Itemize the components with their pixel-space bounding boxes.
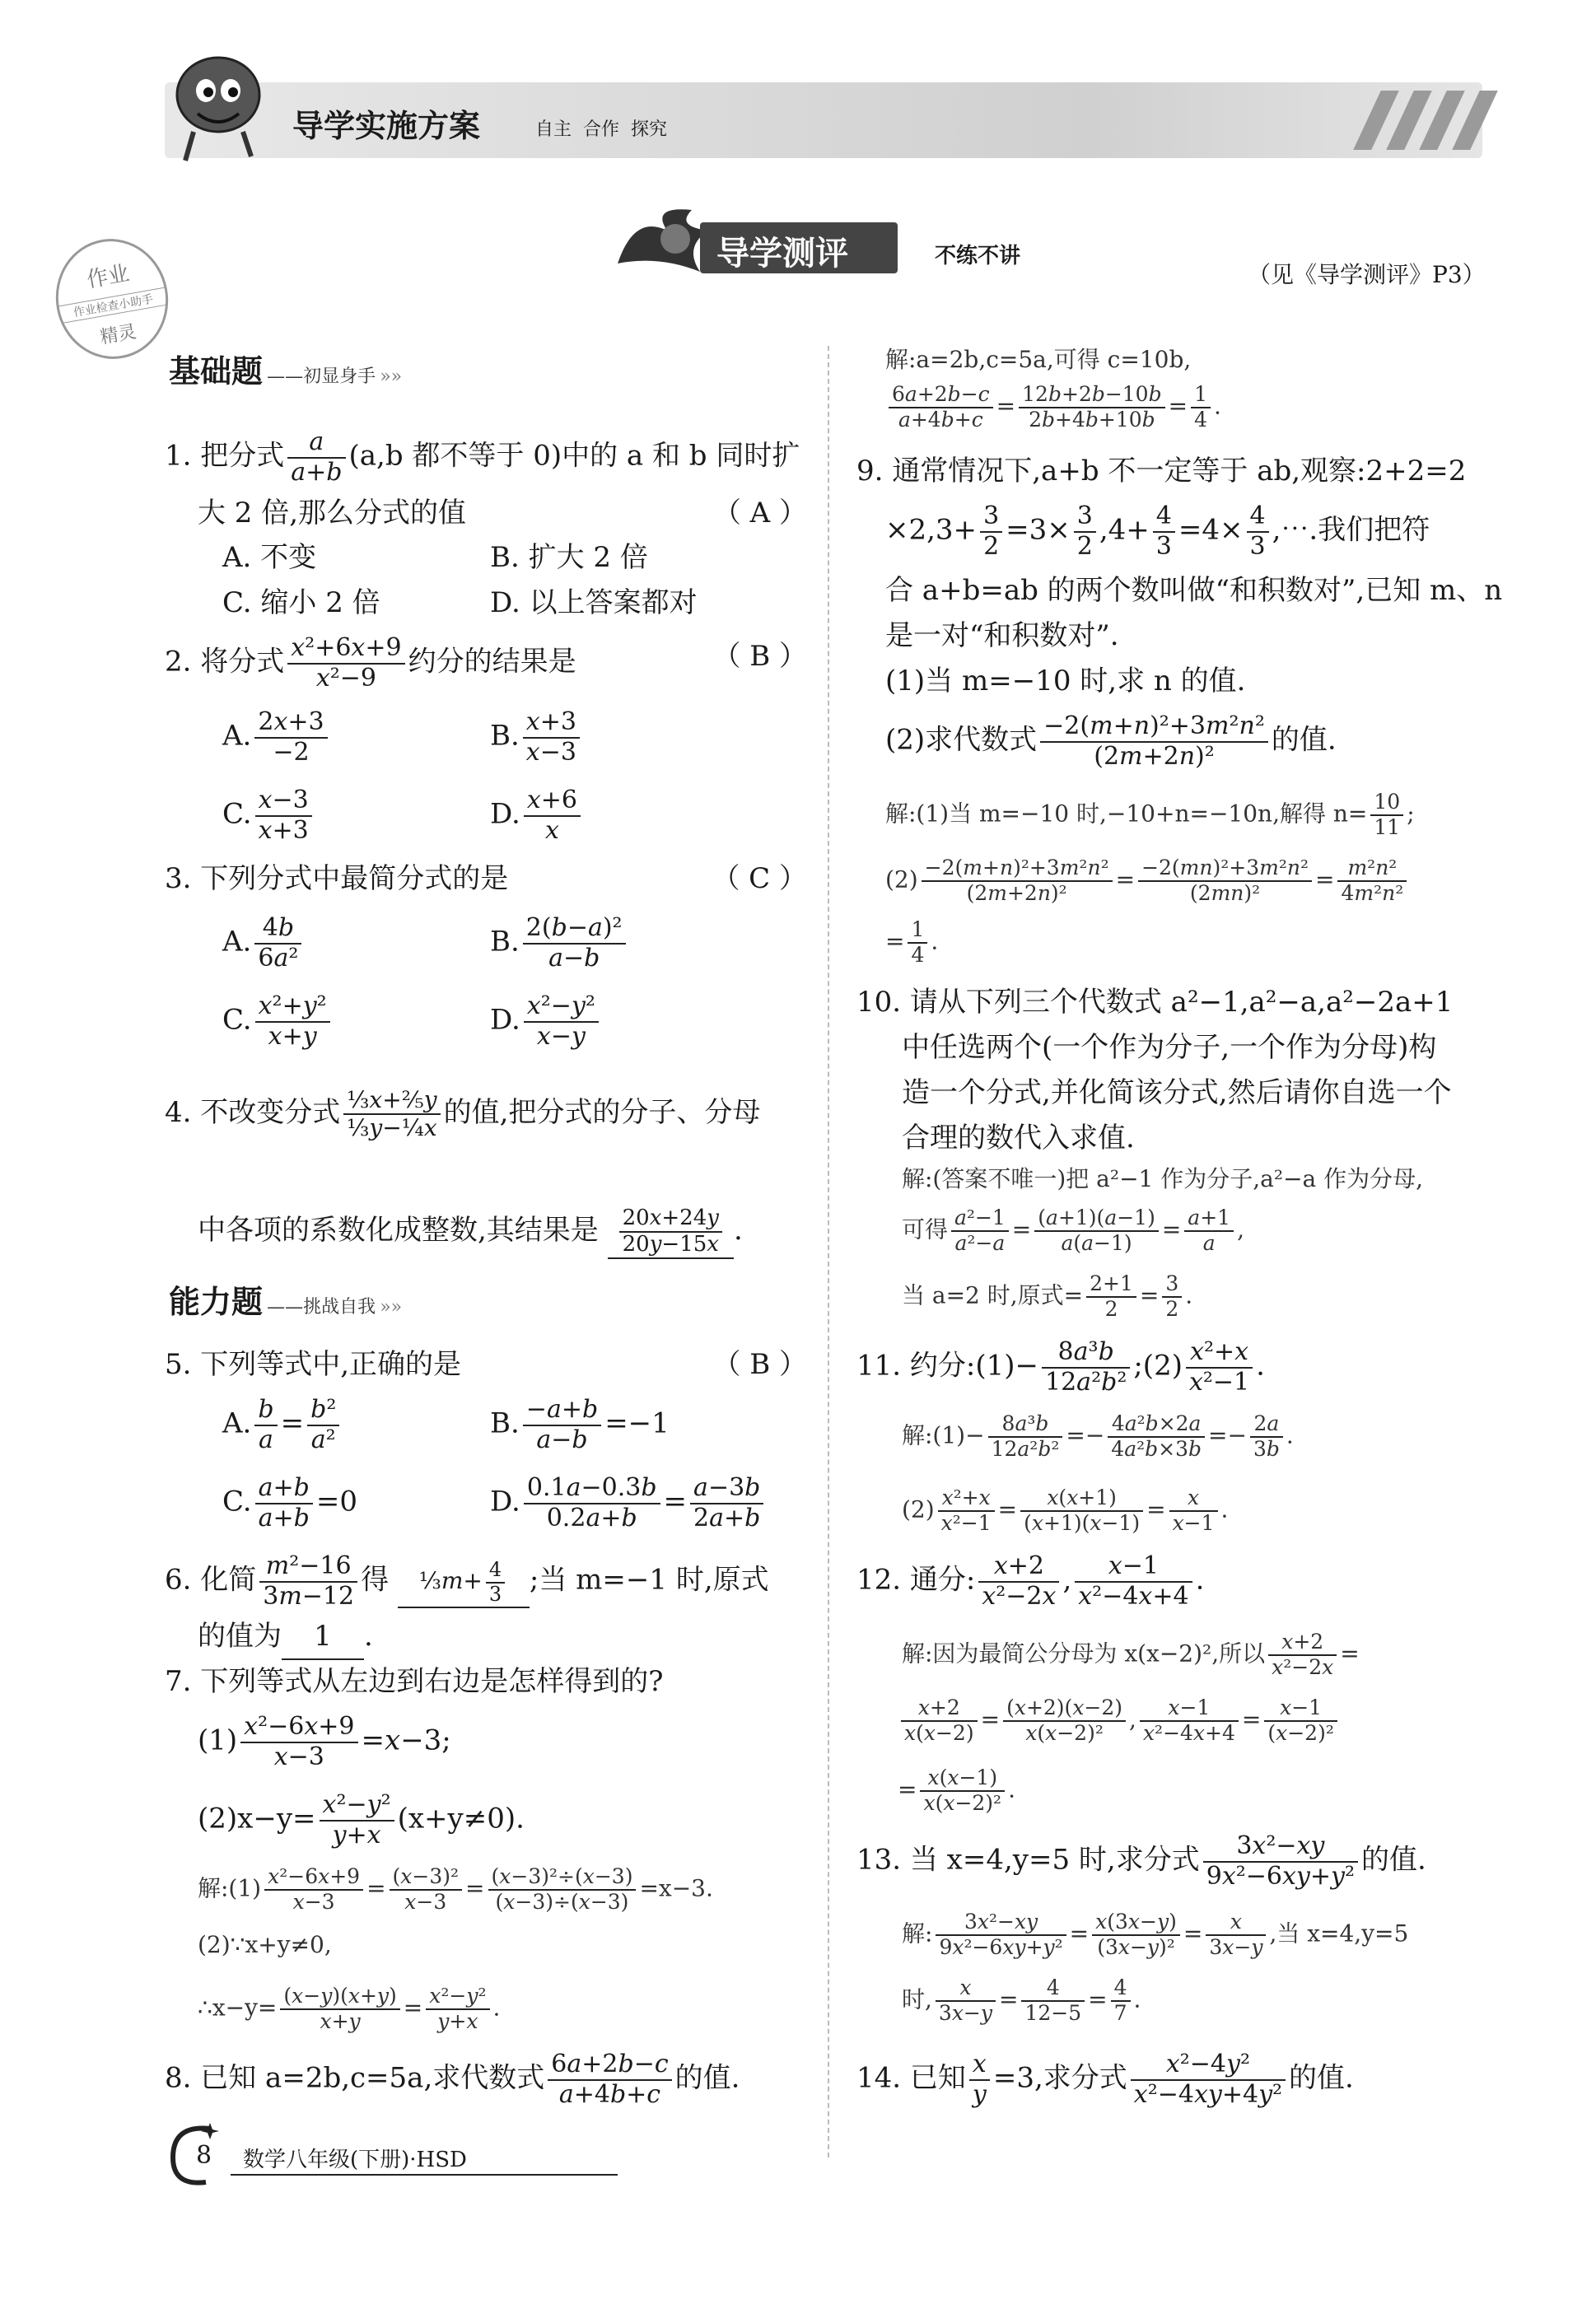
q8-solution1: 解:a=2b,c=5a,可得 c=10b, — [885, 346, 1192, 373]
section-ability-header: 能力题 ——挑战自我 »» — [169, 1284, 403, 1320]
q9-solution1: 解:(1)当 m=−10 时,−10+n=−10n,解得 n= $\frac{10}{11}$ ; — [885, 790, 1415, 839]
q8-solution2: $\frac{6a+2b-c}{a+4b+c}$ = $\frac{12b+2b-10b}{2b+4b+10b}$ = $\frac{1}{4}$ . — [885, 383, 1221, 432]
q9-line5: (1)当 m=−10 时,求 n 的值. — [885, 665, 1246, 697]
q5-line: 5. 下列等式中,正确的是 （ B ） — [165, 1348, 807, 1381]
header-tagline: 自主 合作 探究 — [535, 119, 667, 140]
footer-swirl-icon — [165, 2116, 222, 2194]
q11-line: 11. 约分:(1)− $\frac{\text{8a³b}}{\text{12a²b²}}$ ;(2) $\frac{\text{x²+x}}{\text{x²−1}}$ . — [856, 1337, 1265, 1397]
q5-opt-d: D. $\frac{0.1a-0.3b}{0.2a+b}$ = $\frac{a-3b}{2a+b}$ — [490, 1474, 767, 1532]
section-ability-sub: ——挑战自我 — [267, 1297, 376, 1318]
section-ability-title: 能力题 — [169, 1284, 264, 1320]
q3-line: 3. 下列分式中最简分式的是 （ C ） — [165, 862, 807, 895]
q10-line1: 10. 请从下列三个代数式 a²−1,a²−a,a²−2a+1 — [856, 986, 1454, 1019]
q9-solution2: (2) $\frac{\text{−2(m+n)²+3m²n²}}{\text{(2m+2n)²}}$ = $\frac{\text{−2(mn)²+3m²n²}}{\text{(2mn)²}}$ = $\frac{\text{m²n²}}{\text{4m²n²}}$ — [885, 856, 1410, 906]
q7-solution1: 解:(1) $\frac{\text{x²−6x+9}}{x-3}$ = $\frac{\text{(x−3)²}}{x-3}$ = $\frac{\text{(x−3)²÷(x−3)}}{(x-3)\div(x-3)}$ =x−3. — [198, 1864, 713, 1914]
q2-line: 2. 将分式 $\frac{\text{x²+6x+9}}{\text{x²−9}}$ 约分的结果是 （ B ） — [165, 633, 807, 693]
q5-opt-a: A. $\frac{b}{a}$ = $\frac{\text{b²}}{\text{a²}}$ — [222, 1396, 343, 1454]
q13-solution1: 解: $\frac{\text{3x²−xy}}{\text{9x²−6xy+y²}}$ = $\frac{x(3x-y)}{\text{(3x−y)²}}$ = $\frac{x}{3x-y}$ ,当 x=4,y=5 — [902, 1910, 1409, 1959]
q10-line4: 合理的数代入求值. — [902, 1122, 1135, 1154]
q7-line: 7. 下列等式从左边到右边是怎样得到的? — [165, 1665, 664, 1698]
q6-line1: 6. 化简 $\frac{\text{m²−16}}{3m-12}$ 得 ⅓m+ $\frac{4}{3}$ ;当 m=−1 时,原式 — [165, 1551, 769, 1611]
q10-line2: 中任选两个(一个作为分子,一个作为分母)构 — [902, 1031, 1437, 1064]
q7-part2: (2)x−y= $\frac{\text{x²−y²}}{y+x}$ (x+y≠0). — [198, 1790, 525, 1850]
mascot-icon — [161, 49, 268, 165]
section-basic-header: 基础题 ——初显身手 »» — [169, 353, 403, 389]
q9-line6: (2)求代数式 $\frac{\text{−2(m+n)²+3m²n²}}{\text{(2m+2n)²}}$ 的值. — [885, 711, 1337, 771]
stamp-line1: 作业 — [85, 261, 132, 293]
q14-line: 14. 已知 $\frac{x}{y}$ =3,求分式 $\frac{\text{x²−4y²}}{\text{x²−4xy+4y²}}$ 的值. — [856, 2050, 1354, 2109]
q9-line4: 是一对“和积数对”. — [885, 619, 1119, 652]
q7-solution3: ∴x−y= $\frac{(x-y)(x+y)}{x+y}$ = $\frac{\text{x²−y²}}{y+x}$ . — [198, 1984, 501, 2033]
q2-opt-a: A. $\frac{2x+3}{-2}$ — [222, 708, 331, 767]
q7-part1: (1) $\frac{\text{x²−6x+9}}{x-3}$ =x−3; — [198, 1712, 451, 1771]
banner-title: 导学测评 — [716, 235, 848, 273]
q12-line: 12. 通分: $\frac{x+2}{\text{x²−2x}}$ , $\frac{x-1}{\text{x²−4x+4}}$ . — [856, 1551, 1205, 1611]
q9-solution3: = $\frac{1}{4}$ . — [885, 917, 939, 967]
q1-opt-d: D. 以上答案都对 — [490, 586, 698, 619]
q10-solution2: 可得 $\frac{\text{a²−1}}{\text{a²−a}}$ = $\frac{(a+1)(a-1)}{a(a-1)}$ = $\frac{a+1}{a}$ , — [902, 1206, 1244, 1255]
q6-line2: 的值为 1 . — [198, 1614, 373, 1660]
q2-opt-b: B. $\frac{x+3}{x-3}$ — [490, 708, 583, 767]
q12-solution2: $\frac{x+2}{x(x-2)}$ = $\frac{(x+2)(x-2)}{\text{x(x−2)²}}$ , $\frac{x-1}{\text{x²−4x+4}}$ = $\frac{x-1}{\text{(x−2)²}}$ — [898, 1696, 1341, 1746]
q4-line2: 中各项的系数化成整数,其结果是 $\frac{20x+24y}{20y-15x}$ . — [198, 1206, 743, 1259]
page-number: 8 — [196, 2141, 212, 2170]
q7-solution2: (2)∵x+y≠0, — [198, 1931, 332, 1958]
q5-opt-b: B. $\frac{-a+b}{a-b}$ =−1 — [490, 1395, 670, 1454]
banner-ref: （见《导学测评》P3） — [1248, 261, 1486, 288]
q1-opt-c: C. 缩小 2 倍 — [222, 586, 380, 619]
q11-solution1: 解:(1)− $\frac{\text{8a³b}}{\text{12a²b²}}$ =− $\frac{\text{4a²b×2a}}{\text{4a²b×3b}}$ =− $\frac{2a}{3b}$ . — [902, 1411, 1294, 1461]
stamp-line2: 作业检查小助手 — [58, 287, 167, 324]
q1-opt-b: B. 扩大 2 倍 — [490, 541, 648, 574]
section-basic-sub: ——初显身手 — [267, 366, 376, 387]
header-title: 导学实施方案 — [292, 108, 481, 144]
footer-book: 数学八年级(下册)·HSD — [243, 2148, 467, 2172]
q1-line1: 1. 把分式 $\frac{a}{a+b}$ (a,b 都不等于 0)中的 a 和 b 同时扩 — [165, 427, 800, 487]
stamp-line3: 精灵 — [98, 321, 138, 348]
q9-line1: 9. 通常情况下,a+b 不一定等于 ab,观察:2+2=2 — [856, 455, 1467, 487]
q1-opt-a: A. 不变 — [222, 541, 317, 574]
q8-line: 8. 已知 a=2b,c=5a,求代数式 $\frac{6a+2b-c}{a+4b+c}$ 的值. — [165, 2050, 740, 2109]
q13-line: 13. 当 x=4,y=5 时,求分式 $\frac{\text{3x²−xy}}{\text{9x²−6xy+y²}}$ 的值. — [856, 1831, 1426, 1891]
q4-answer: $\frac{20x+24y}{20y-15x}$ — [608, 1206, 734, 1259]
q10-line3: 造一个分式,并化简该分式,然后请你自选一个 — [902, 1076, 1452, 1109]
q1-line2: 大 2 倍,那么分式的值 （ A ） — [198, 497, 807, 529]
q12-solution3: = $\frac{x(x-1)}{\text{x(x−2)²}}$ . — [898, 1766, 1015, 1815]
q9-line3: 合 a+b=ab 的两个数叫做“和积数对”,已知 m、n — [885, 574, 1503, 607]
footer-line — [231, 2174, 618, 2176]
q5-opt-c: C. $\frac{a+b}{a+b}$ =0 — [222, 1473, 357, 1532]
q13-solution2: 时, $\frac{x}{3x-y}$ = $\frac{4}{12-5}$ = $\frac{4}{7}$ . — [902, 1975, 1141, 2025]
q4-line1: 4. 不改变分式 $\frac{\text{⅓x+⅖y}}{\text{⅓y−¼x}}$ 的值,把分式的分子、分母 — [165, 1086, 761, 1142]
q3-opt-b: B. $\frac{\text{2(b−a)²}}{a-b}$ — [490, 914, 629, 973]
q6-answer: ⅓m+ $\frac{4}{3}$ — [398, 1559, 530, 1607]
q10-solution1: 解:(答案不唯一)把 a²−1 作为分子,a²−a 作为分母, — [902, 1165, 1424, 1192]
q2-opt-d: D. $\frac{x+6}{x}$ — [490, 786, 584, 845]
q6-value: 1 — [282, 1614, 364, 1660]
q3-opt-a: A. $\frac{4b}{\text{6a²}}$ — [222, 914, 305, 973]
column-divider — [828, 346, 829, 2157]
q11-solution2: (2) $\frac{\text{x²+x}}{\text{x²−1}}$ = $\frac{x(x+1)}{(x+1)(x-1)}$ = $\frac{x}{x-1}$ . — [902, 1486, 1229, 1535]
banner-subtitle: 不练不讲 — [935, 244, 1021, 268]
q12-solution1: 解:因为最简公分母为 x(x−2)²,所以 $\frac{x+2}{\text{x²−2x}}$ = — [902, 1630, 1360, 1679]
homework-stamp — [46, 230, 177, 367]
q10-solution3: 当 a=2 时,原式= $\frac{2+1}{2}$ = $\frac{3}{2}$ . — [902, 1271, 1193, 1321]
q9-line2: ×2,3+ $\frac{3}{2}$ =3× $\frac{3}{2}$ ,4+ $\frac{4}{3}$ =4× $\frac{4}{3}$ ,⋯.我们把符 — [885, 501, 1430, 561]
q3-opt-c: C. $\frac{\text{x²+y²}}{x+y}$ — [222, 992, 334, 1051]
q3-opt-d: D. $\frac{\text{x²−y²}}{x-y}$ — [490, 992, 602, 1051]
q2-opt-c: C. $\frac{x-3}{x+3}$ — [222, 786, 315, 845]
section-basic-title: 基础题 — [169, 353, 264, 389]
